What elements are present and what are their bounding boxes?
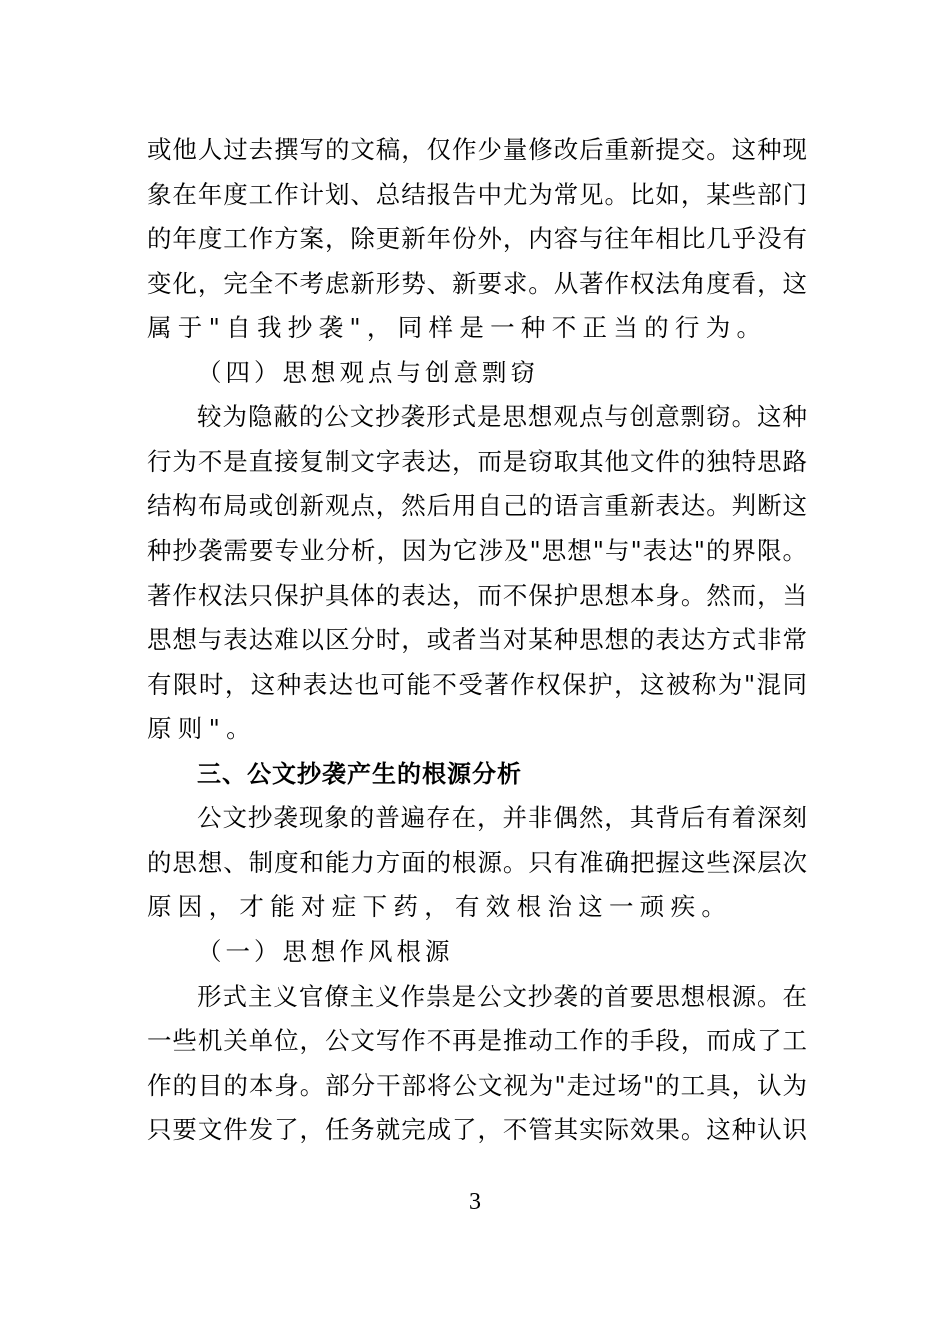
paragraph-line: 原则"。 (147, 714, 257, 743)
paragraph-line: 的年度工作方案，除更新年份外，内容与往年相比几乎没有 (147, 224, 807, 253)
paragraph-line: 属于"自我抄袭"，同样是一种不正当的行为。 (147, 313, 768, 342)
subheading-one: （一）思想作风根源 (197, 937, 454, 966)
paragraph-line: 或他人过去撰写的文稿，仅作少量修改后重新提交。这种现 (147, 135, 807, 164)
paragraph-line: 公文抄袭现象的普遍存在，并非偶然，其背后有着深刻 (197, 803, 807, 832)
paragraph-line: 结构布局或创新观点，然后用自己的语言重新表达。判断这 (147, 491, 807, 520)
subheading-four: （四）思想观点与创意剽窃 (197, 358, 539, 387)
paragraph-line: 作的目的本身。部分干部将公文视为"走过场"的工具，认为 (147, 1071, 807, 1100)
paragraph-line: 思想与表达难以区分时，或者当对某种思想的表达方式非常 (147, 625, 807, 654)
paragraph-line: 形式主义官僚主义作祟是公文抄袭的首要思想根源。在 (197, 982, 807, 1011)
paragraph-line: 一些机关单位，公文写作不再是推动工作的手段，而成了工 (147, 1026, 807, 1055)
paragraph-line: 象在年度工作计划、总结报告中尤为常见。比如，某些部门 (147, 180, 807, 209)
paragraph-line: 种抄袭需要专业分析，因为它涉及"思想"与"表达"的界限。 (147, 536, 807, 565)
page-number: 3 (469, 1189, 481, 1215)
paragraph-line: 较为隐蔽的公文抄袭形式是思想观点与创意剽窃。这种 (197, 402, 807, 431)
paragraph-line: 有限时，这种表达也可能不受著作权保护，这被称为"混同 (147, 670, 807, 699)
paragraph-line: 只要文件发了，任务就完成了，不管其实际效果。这种认识 (147, 1115, 807, 1144)
paragraph-line: 行为不是直接复制文字表达，而是窃取其他文件的独特思路 (147, 447, 807, 476)
section-heading: 三、公文抄袭产生的根源分析 (197, 760, 522, 788)
paragraph-line: 原因，才能对症下药，有效根治这一顽疾。 (147, 892, 733, 921)
paragraph-line: 著作权法只保护具体的表达，而不保护思想本身。然而，当 (147, 581, 807, 610)
paragraph-line: 变化，完全不考虑新形势、新要求。从著作权法角度看，这 (147, 269, 807, 298)
paragraph-line: 的思想、制度和能力方面的根源。只有准确把握这些深层次 (147, 848, 807, 877)
